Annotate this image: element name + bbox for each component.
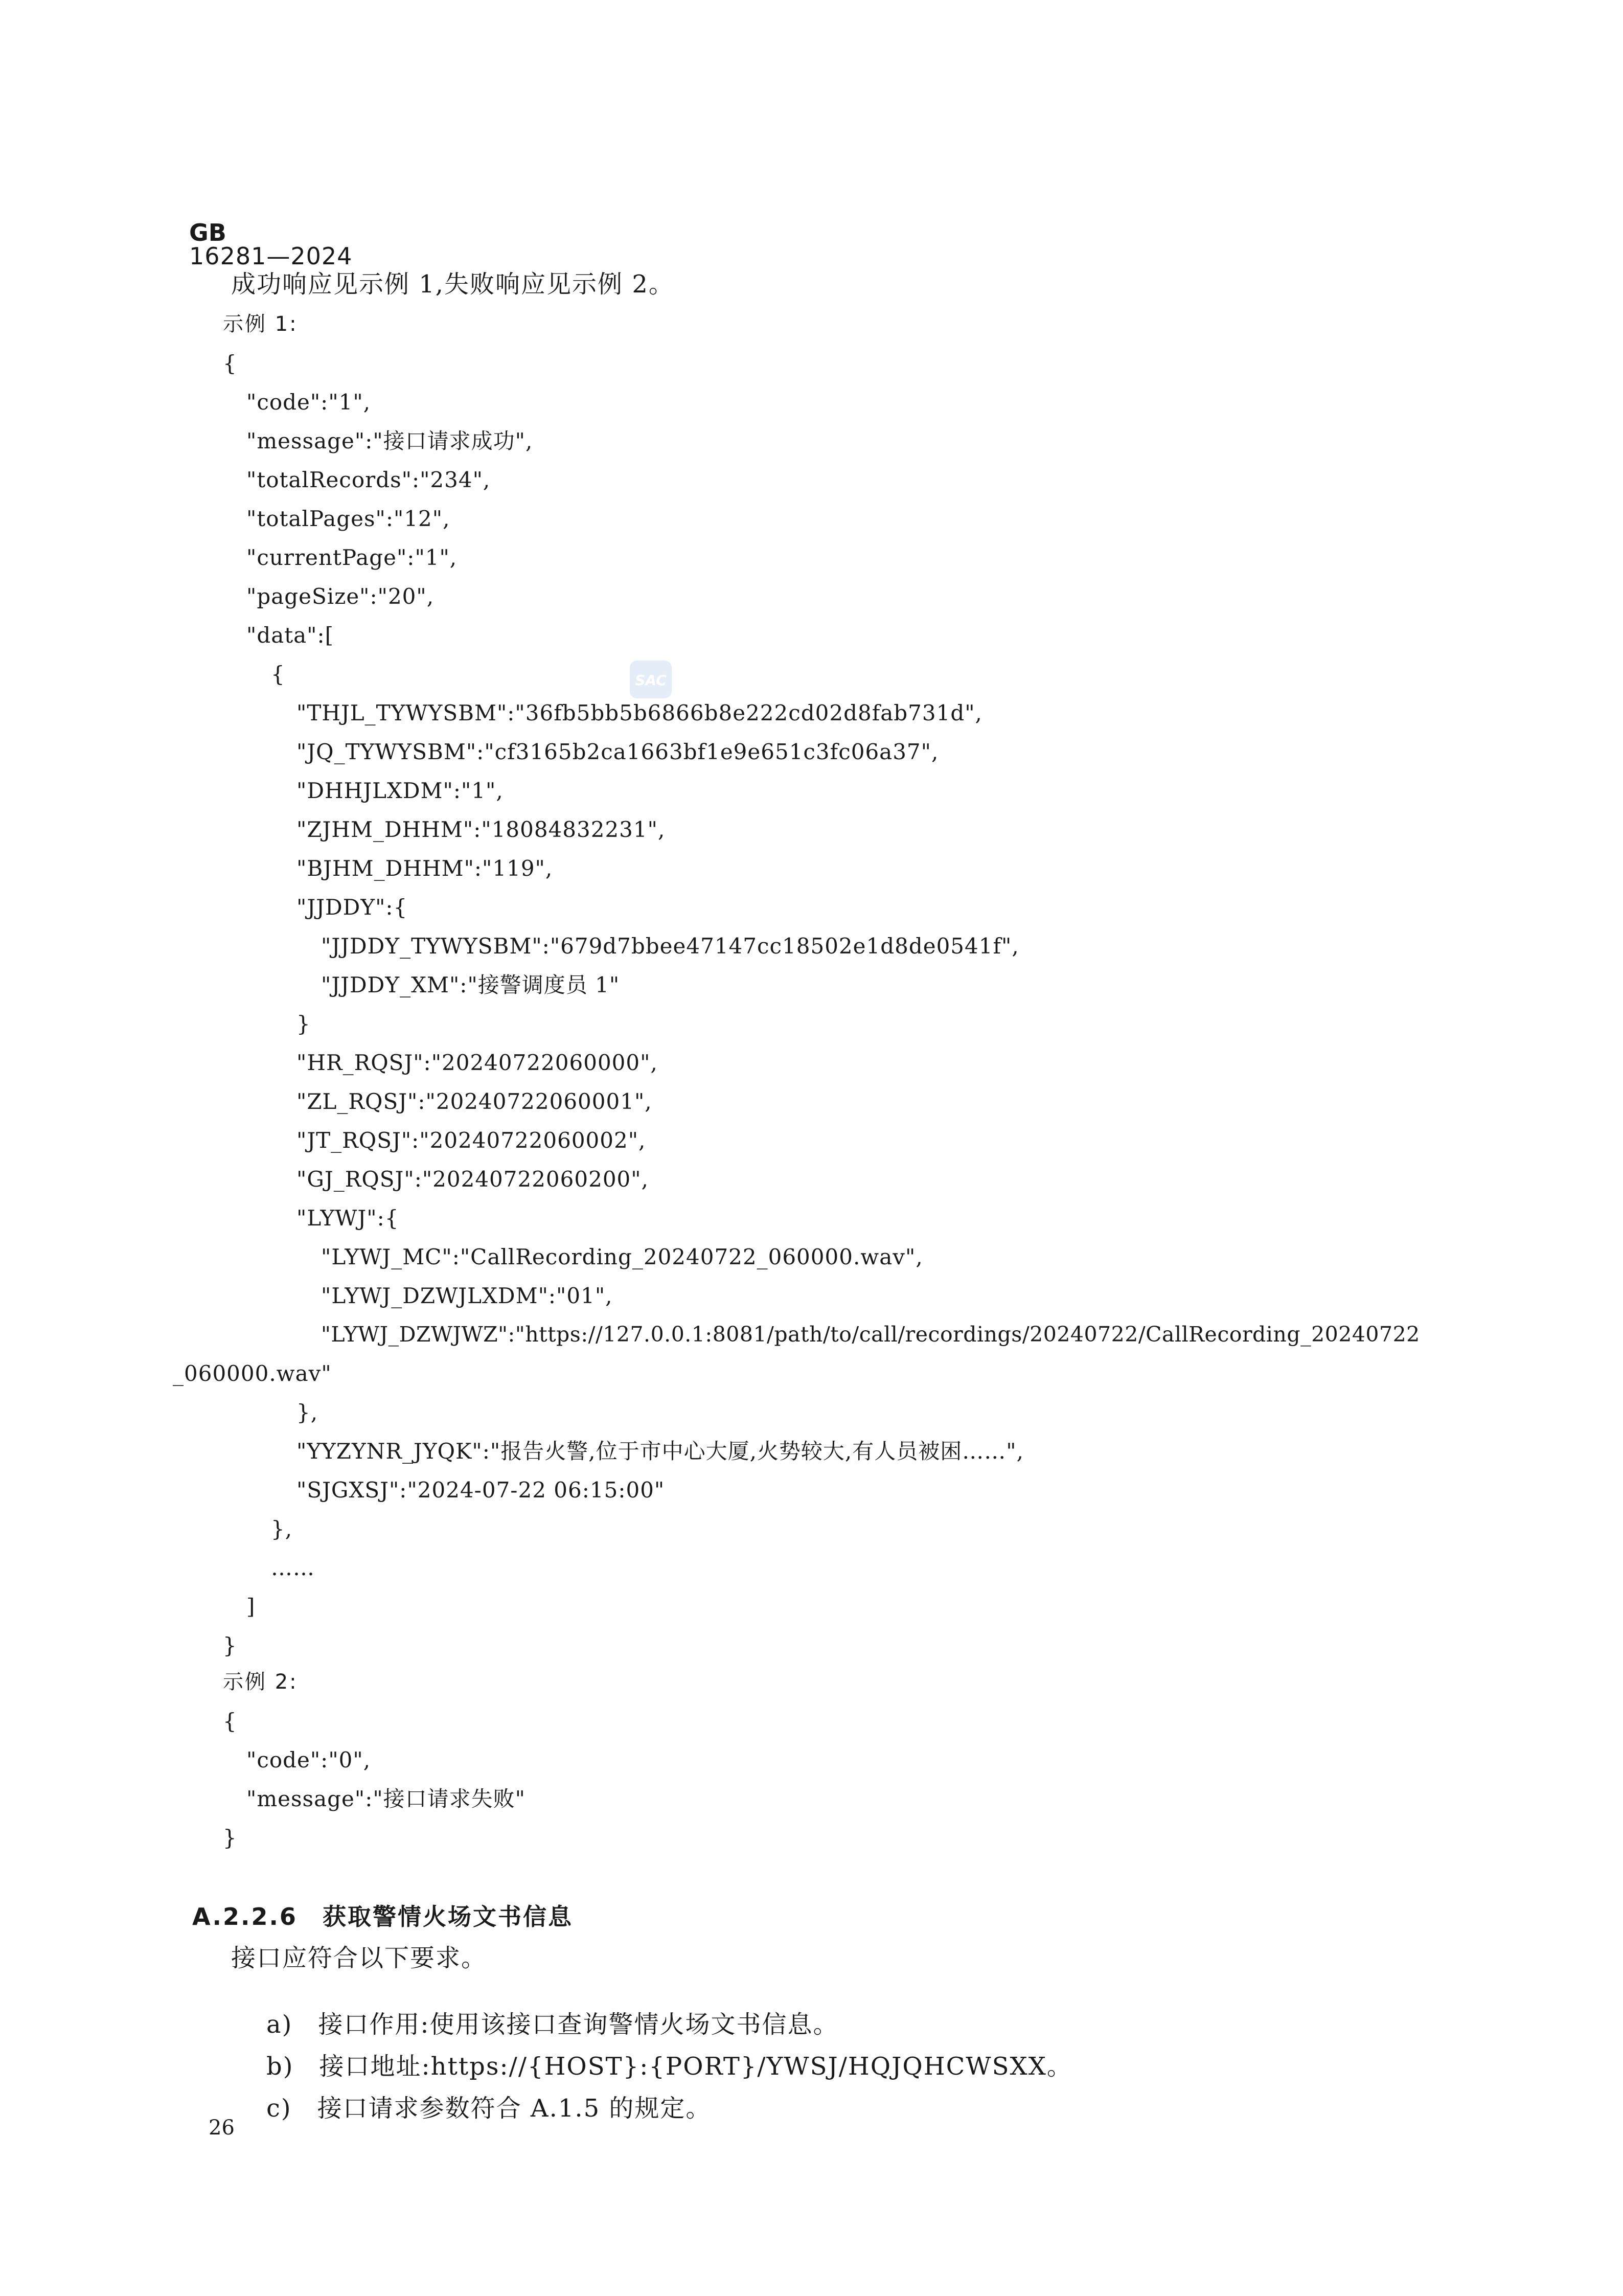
code-line: "JQ_TYWYSBM":"cf3165b2ca1663bf1e9e651c3fc06a37", xyxy=(296,739,939,764)
code-line: { xyxy=(223,1709,237,1734)
code-line: "LYWJ_DZWJWZ":"https://127.0.0.1:8081/path/to/call/recordings/20240722/CallRecording_20240722 xyxy=(321,1322,1420,1347)
list-marker: c) xyxy=(266,2094,292,2123)
code-line: } xyxy=(223,1825,237,1850)
code-line: "code":"1", xyxy=(246,390,371,415)
example-1-label: 示例 1: xyxy=(223,312,298,336)
code-line: } xyxy=(223,1633,237,1658)
section-number: A.2.2.6 xyxy=(192,1903,298,1930)
code-line: "ZL_RQSJ":"20240722060001", xyxy=(296,1089,652,1114)
sac-watermark-icon xyxy=(629,660,673,699)
code-line: }, xyxy=(271,1516,293,1541)
code-line: "JJDDY":{ xyxy=(296,895,408,920)
code-line: }, xyxy=(296,1400,318,1425)
code-line: "YYZYNR_JYQK":"报告火警,位于市中心大厦,火势较大,有人员被困……", xyxy=(296,1439,1024,1464)
code-line: ] xyxy=(246,1594,256,1619)
code-line: "ZJHM_DHHM":"18084832231", xyxy=(296,817,666,842)
code-line: "message":"接口请求成功", xyxy=(246,428,533,453)
code-line: "currentPage":"1", xyxy=(246,545,458,570)
intro-paragraph: 成功响应见示例 1,失败响应见示例 2。 xyxy=(231,270,674,299)
example-2-label: 示例 2: xyxy=(223,1670,298,1694)
code-line: "BJHM_DHHM":"119", xyxy=(296,856,553,881)
code-line: "DHHJLXDM":"1", xyxy=(296,778,504,803)
code-line: …… xyxy=(271,1555,315,1580)
code-line: "data":[ xyxy=(246,623,334,648)
code-line: "JJDDY_TYWYSBM":"679d7bbee47147cc18502e1d8de0541f", xyxy=(321,934,1019,959)
code-line: "THJL_TYWYSBM":"36fb5bb5b6866b8e222cd02d8fab731d", xyxy=(296,700,982,725)
code-line: "totalRecords":"234", xyxy=(246,467,491,492)
code-line: "GJ_RQSJ":"20240722060200", xyxy=(296,1167,649,1192)
code-line: { xyxy=(223,351,237,376)
watermark-text: SAC xyxy=(635,672,667,689)
code-line: "HR_RQSJ":"20240722060000", xyxy=(296,1050,658,1075)
code-line: "message":"接口请求失败" xyxy=(246,1786,525,1811)
code-line: } xyxy=(296,1011,311,1036)
list-marker: a) xyxy=(266,2010,293,2039)
code-line: "totalPages":"12", xyxy=(246,506,450,531)
code-line: "LYWJ_DZWJLXDM":"01", xyxy=(321,1283,613,1308)
code-line: "pageSize":"20", xyxy=(246,584,435,609)
code-line: "LYWJ":{ xyxy=(296,1206,399,1231)
code-line: { xyxy=(271,662,285,687)
page-number: 26 xyxy=(209,2116,235,2140)
standard-prefix: GB xyxy=(189,219,226,246)
list-item xyxy=(231,2072,711,2145)
section-title: 获取警情火场文书信息 xyxy=(322,1903,573,1930)
list-text: 接口请求参数符合 A.1.5 的规定。 xyxy=(317,2094,712,2123)
section-heading xyxy=(173,1881,573,1928)
list-text: 接口地址:https://{HOST}:{PORT}/YWSJ/HQJQHCWSXX。 xyxy=(319,2052,1072,2081)
section-intro: 接口应符合以下要求。 xyxy=(231,1944,487,1972)
code-line: "LYWJ_MC":"CallRecording_20240722_060000.wav", xyxy=(321,1244,923,1269)
list-marker: b) xyxy=(266,2052,294,2081)
standard-number: 16281—2024 xyxy=(189,242,353,270)
code-line: "JJDDY_XM":"接警调度员 1" xyxy=(321,972,620,997)
list-text: 接口作用:使用该接口查询警情火场文书信息。 xyxy=(318,2010,839,2039)
code-line: _060000.wav" xyxy=(173,1361,332,1386)
code-line: "JT_RQSJ":"20240722060002", xyxy=(296,1128,646,1153)
code-line: "code":"0", xyxy=(246,1747,371,1772)
standard-header xyxy=(173,197,352,268)
code-line: "SJGXSJ":"2024-07-22 06:15:00" xyxy=(296,1477,665,1503)
